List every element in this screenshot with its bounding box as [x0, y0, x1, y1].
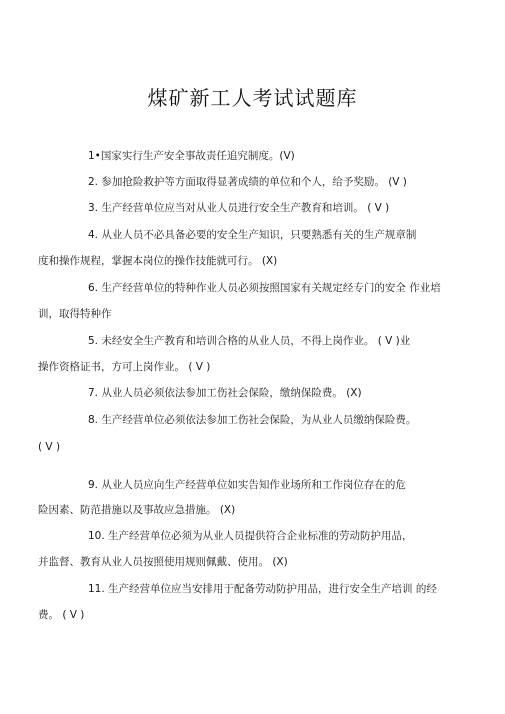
- question-line-7: 7. 从业人员必须依法参加工伤社会保险，缴纳保险费。 (X): [88, 387, 362, 399]
- question-line-10b: 并监督、教育从业人员按照使用规则佩戴、使用。 (X): [38, 556, 288, 568]
- question-line-9a: 9. 从业人员应向生产经营单位如实告知作业场所和工作岗位存在的危: [88, 479, 406, 491]
- question-line-2: 2. 参加抢险救护等方面取得显著成绩的单位和个人，给予奖励。 (V ): [88, 176, 407, 188]
- question-line-8a: 8. 生产经营单位必须依法参加工伤社会保险，为从业人员缴纳保险费。: [88, 414, 417, 426]
- question-line-5b: 操作资格证书，方可上岗作业。 ( V ): [38, 361, 211, 373]
- question-line-8b: ( V ): [38, 441, 61, 453]
- question-line-6a: 6. 生产经营单位的特种作业人员必须按照国家有关规定经专门的安全 作业培: [88, 282, 441, 294]
- question-line-1: 1•国家实行生产安全事故责任追究制度。(V): [88, 150, 295, 162]
- question-line-10a: 10. 生产经营单位必须为从业人员提供符合企业标准的劳动防护用品，: [88, 530, 413, 542]
- question-line-6b: 训，取得特种作: [38, 308, 112, 320]
- question-line-11b: 费。 ( V ): [38, 609, 85, 621]
- question-line-11a: 11. 生产经营单位应当安排用于配备劳动防护用品，进行安全生产培训 的经: [88, 583, 437, 595]
- question-line-5a: 5. 未经安全生产教育和培训合格的从业人员，不得上岗作业。 ( V )业: [88, 335, 411, 347]
- question-line-9b: 险因素、防范措施以及事故应急措施。 (X): [38, 504, 236, 516]
- question-line-4a: 4. 从业人员不必具备必要的安全生产知识，只要熟悉有关的生产规章制: [88, 229, 417, 241]
- document-title: 煤矿新工人考试试题库: [147, 86, 358, 110]
- question-line-4b: 度和操作规程，掌握本岗位的操作技能就可行。 (X): [38, 255, 278, 267]
- question-line-3: 3. 生产经营单位应当对从业人员进行安全生产教育和培训。 ( V ): [88, 202, 390, 214]
